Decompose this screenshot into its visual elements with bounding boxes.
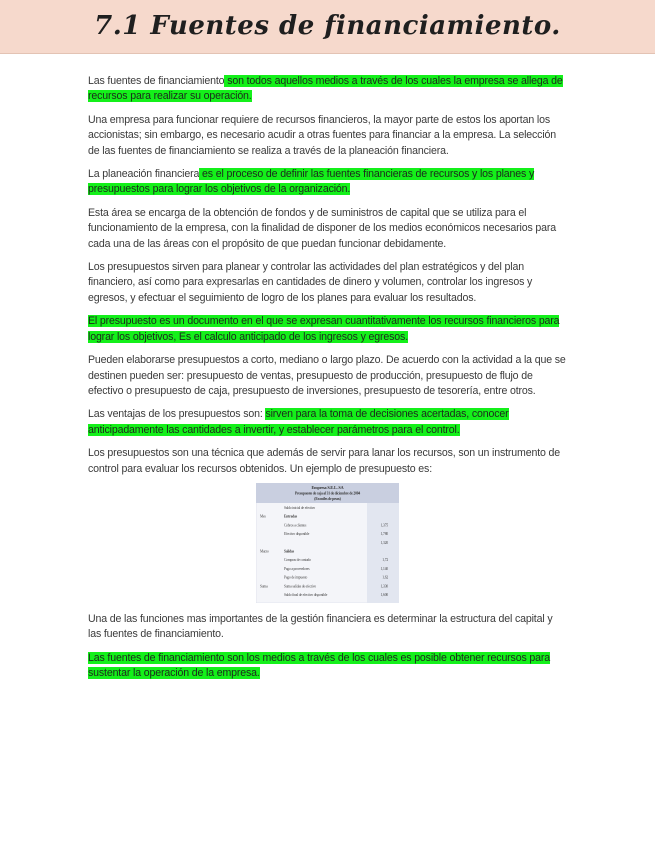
- document-body: [88, 74, 566, 690]
- paragraph-8-text: Las ventajas de los presupuestos son:: [88, 408, 266, 421]
- budget-row-amount: 1,780: [380, 532, 388, 537]
- budget-row-period: Suma: [259, 584, 268, 589]
- budget-row-concept: Cobros a clientes: [283, 523, 306, 528]
- paragraph-1-highlight: son todos aquellos medios a través de los cuales la empresa se allega de recursos para realizar su operación.: [88, 75, 563, 103]
- budget-row-amount: 1,375: [380, 523, 388, 528]
- paragraph-11-highlight: Las fuentes de financiamiento son los medios a través de los cuales es posible obtener recursos para sustentar la operación de la empresa.: [88, 651, 550, 680]
- paragraph-10: Una de las funciones mas importantes de la gestión financiera es determinar la estructura del capital y las fuentes de financiamiento.: [88, 612, 553, 641]
- paragraph-6: [88, 314, 566, 345]
- paragraph-8-highlight: sirven para la toma de decisiones acertadas, conocer anticipadamente las cantidades a invertir, y establecer parámetros para el control.: [88, 408, 509, 436]
- budget-row-concept: Saldo inicial de efectivo: [283, 505, 315, 510]
- budget-units: (En miles de pesos): [313, 496, 341, 501]
- budget-row-amount: 1,320: [380, 540, 388, 545]
- budget-row-period: Mes: [259, 514, 266, 519]
- paragraph-9: Los presupuestos son una técnica que además de servir para lanar los recursos, son un instrumento de control para evaluar los recursos obtenidos. Un ejemplo de presupuesto es:: [88, 447, 561, 475]
- budget-row-amount: 1,600: [380, 592, 388, 597]
- budget-row-concept: Pago a proveedores: [283, 566, 309, 571]
- paragraph-3-highlight: es el proceso de definir las fuentes financieras de recursos y los planes y presupuestos para lograr los objetivos de la organización.: [88, 168, 535, 196]
- budget-table: [256, 483, 399, 603]
- budget-row-amount: 1,330: [380, 584, 388, 589]
- budget-subtitle: Presupuesto de caja al 31 de diciembre de 2004: [294, 491, 360, 496]
- budget-row-concept: Compras de contado: [283, 558, 311, 563]
- paragraph-4: Esta área se encarga de la obtención de fondos y de suministros de capital que se utiliza para el funcionamiento de la empresa, con la finalidad de disponer de los medios económicos necesarios para cada una de las áreas con el propósito de que puedan funcionar debidamente.: [88, 206, 557, 250]
- paragraph-11: [88, 651, 566, 682]
- paragraph-3: [88, 167, 566, 198]
- paragraph-3-text: La planeación financiera: [88, 168, 200, 181]
- paragraph-5: Los presupuestos sirven para planear y controlar las actividades del plan estratégicos y del plan financiero, así como para expresarlas en cantidades de dinero y volumen, controlar los ingresos y egresos, y efectuar el seguimiento de logro de los planes para evaluar los resultados.: [88, 261, 533, 304]
- budget-row-amount: 1,62: [381, 575, 388, 580]
- paragraph-1: [88, 74, 566, 105]
- title-banner: [0, 0, 655, 54]
- paragraph-1-text: Las fuentes de financiamiento: [88, 75, 225, 87]
- budget-row-concept: Salidas: [283, 549, 294, 554]
- budget-row-concept: Pago de impuesto: [283, 575, 307, 580]
- paragraph-2: Una empresa para funcionar requiere de recursos financieros, la mayor parte de estos los aportan los accionistas; sin embargo, es necesario acudir a otras fuentes para financiar a la empresa. La selección de las fuentes de financiamiento se realiza a través de la planeación financiera.: [88, 113, 557, 157]
- budget-row-concept: Efectivo disponible: [283, 532, 309, 537]
- paragraph-7: Pueden elaborarse presupuestos a corto, mediano o largo plazo. De acuerdo con la actividad a la que se destinen pueden ser: presupuesto de ventas, presupuesto de producción, presupuesto de flujo de efectivo o presupuesto de caja, presupuesto de inversiones, presupuesto de tesorería, entre otros.: [88, 354, 566, 397]
- budget-row-concept: Suma salidas de efectivo: [283, 584, 316, 589]
- budget-row-amount: 1,72: [381, 558, 388, 563]
- budget-row-amount: 1,140: [380, 566, 388, 571]
- budget-company: Empresa S.E.L. SA: [311, 484, 343, 490]
- page-title: 7.1 Fuentes de financiamiento.: [94, 11, 561, 41]
- paragraph-6-highlight: El presupuesto es un documento en el que se expresan cuantitativamente los recursos financieros para lograr los objetivos, Es el calculo anticipado de los ingresos y egresos.: [88, 315, 560, 343]
- budget-example-image: [256, 483, 399, 603]
- budget-row-concept: Saldo final de efectivo disponible: [283, 592, 327, 597]
- budget-row-concept: Entradas: [283, 514, 297, 519]
- paragraph-8: [88, 407, 566, 438]
- budget-row-period: Marzo: [259, 549, 269, 554]
